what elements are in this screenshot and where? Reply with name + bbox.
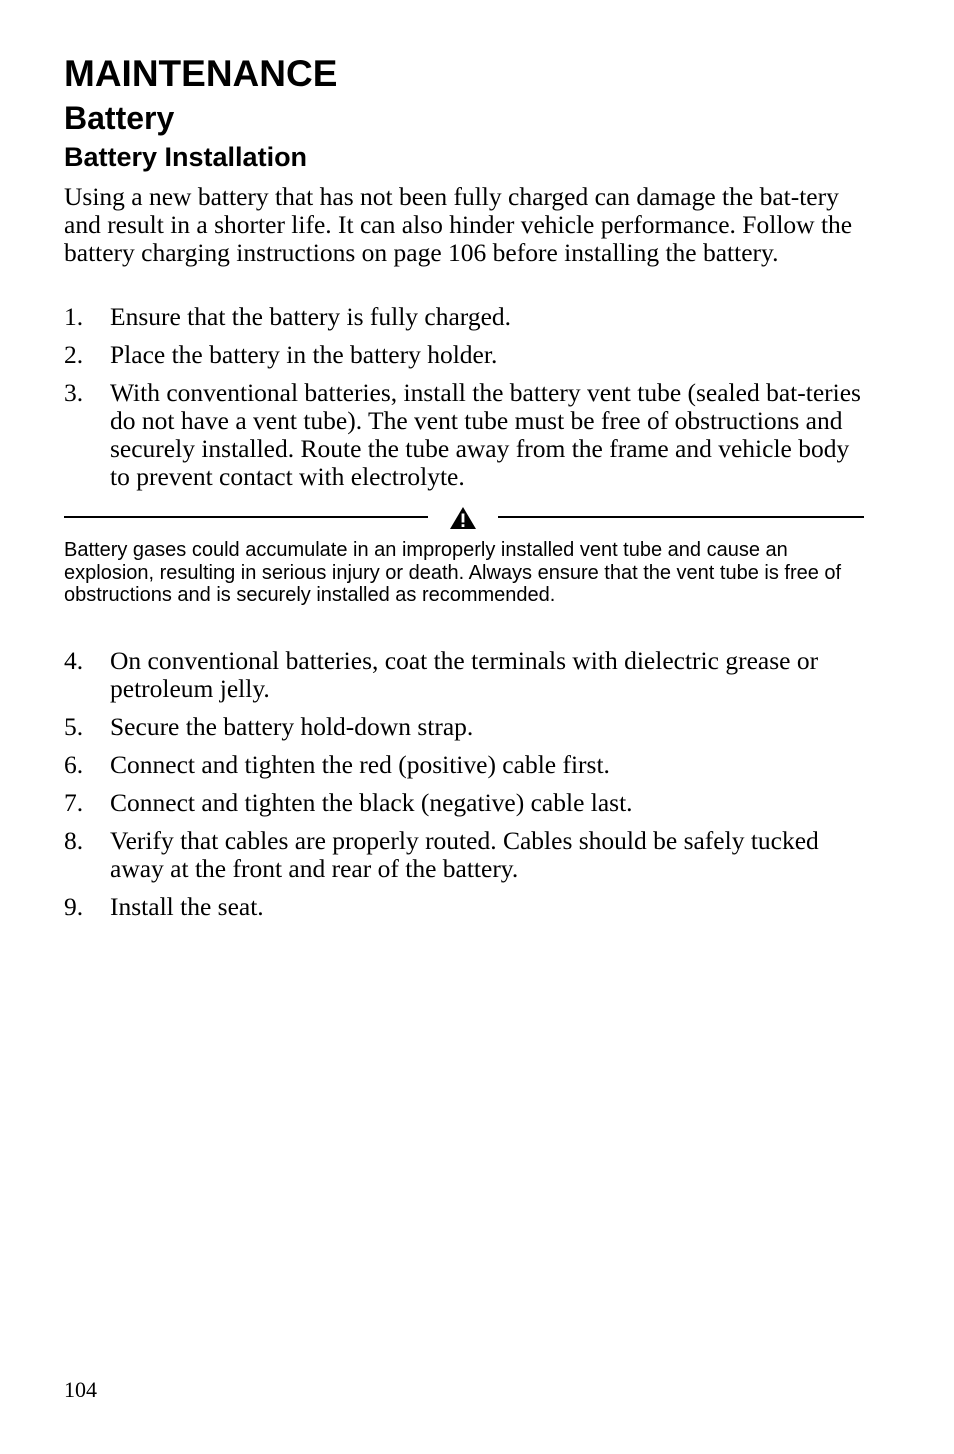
list-item	[64, 303, 864, 331]
divider-line-left	[64, 516, 428, 518]
steps-list-after-warning	[64, 647, 864, 931]
step-text: Secure the battery hold-down strap.	[110, 712, 474, 741]
step-text: Ensure that the battery is fully charged.	[110, 302, 512, 331]
subsection-title: Battery Installation	[64, 142, 308, 172]
step-number: 9.	[64, 892, 84, 921]
step-number: 6.	[64, 750, 84, 779]
intro-paragraph: Using a new battery that has not been fully charged can damage the bat-tery and result in a shorter life. It can also hinder vehicle performance. Follow the battery charging instructions on page 106 before installing the battery.	[64, 182, 853, 267]
step-number: 2.	[64, 340, 84, 369]
section-title: Battery	[64, 100, 175, 136]
steps-list-before-warning	[64, 303, 864, 501]
list-item	[64, 379, 864, 491]
page-number: 104	[64, 1377, 97, 1402]
step-number: 8.	[64, 826, 84, 855]
warning-triangle-icon	[449, 506, 477, 530]
list-item	[64, 827, 864, 883]
list-item	[64, 341, 864, 369]
step-text: Install the seat.	[110, 892, 264, 921]
step-text: With conventional batteries, install the battery vent tube (sealed bat-teries do not have a vent tube). The vent tube must be free of obstructions and securely installed. Route the tube away from the frame and vehicle body to prevent contact with electrolyte.	[110, 378, 861, 491]
list-item	[64, 893, 864, 921]
step-text: On conventional batteries, coat the terminals with dielectric grease or petroleum jelly.	[110, 646, 819, 703]
chapter-title: MAINTENANCE	[64, 53, 338, 94]
step-text: Connect and tighten the black (negative) cable last.	[110, 788, 633, 817]
list-item	[64, 713, 864, 741]
step-text: Connect and tighten the red (positive) cable first.	[110, 750, 610, 779]
step-text: Verify that cables are properly routed. Cables should be safely tucked away at the front and rear of the battery.	[110, 826, 819, 883]
step-number: 5.	[64, 712, 84, 741]
step-text: Place the battery in the battery holder.	[110, 340, 498, 369]
list-item	[64, 751, 864, 779]
warning-text: Battery gases could accumulate in an improperly installed vent tube and cause an explosion, resulting in serious injury or death. Always ensure that the vent tube is free of obstructions and is securely installed as recommended.	[64, 539, 842, 606]
warning-divider	[64, 504, 864, 532]
step-number: 3.	[64, 378, 84, 407]
list-item	[64, 789, 864, 817]
divider-line-right	[498, 516, 864, 518]
list-item	[64, 647, 864, 703]
step-number: 7.	[64, 788, 84, 817]
step-number: 1.	[64, 302, 84, 331]
step-number: 4.	[64, 646, 84, 675]
